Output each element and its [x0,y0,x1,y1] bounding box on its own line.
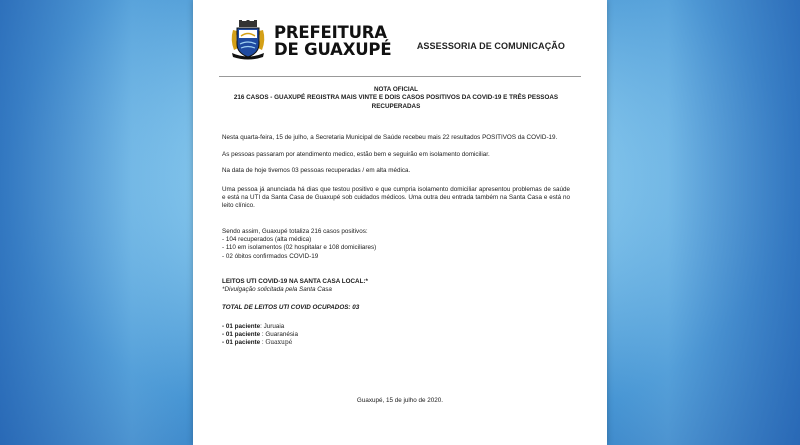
paragraph-2: As pessoas passaram por atendimento medico, estão bem e seguirão em isolamento domiciliar. [222,151,490,159]
background-glow-right [580,0,800,445]
patient-label: - 01 paciente [222,339,261,347]
leitos-note: *Divulgação solicitada pela Santa Casa [222,286,332,294]
official-note-document [193,0,607,445]
background-glow-left [0,0,220,445]
paragraph-1: Nesta quarta-feira, 15 de julho, a Secretaria Municipal de Saúde recebeu mais 22 resultados POSITIVOS da COVID-19. [222,133,558,141]
patient-separator: : [260,339,266,347]
patient-separator: : [260,322,264,330]
summary-intro: Sendo assim, Guaxupé totaliza 216 casos positivos: [222,227,368,235]
document-heading: NOTA OFICIAL [373,86,419,93]
document-body [222,86,570,348]
brand-name [274,24,391,58]
header-divider [219,76,581,77]
list-item [222,339,570,347]
brand-line-2: DE GUAXUPÉ [274,40,392,59]
date-line: Guaxupé, 15 de julho de 2020. [356,397,444,404]
summary-item-recovered: - 104 recuperados (alta médica) [222,235,312,243]
patient-label: - 01 paciente [222,331,261,339]
paragraph-4: Uma pessoa já anunciada há dias que testou positivo e que cumpria isolamento domiciliar apresentou problemas de saúde e está na UTI da Santa Casa de Guaxupé sob cuidados médicos. Uma outra deu entrada também na Santa Casa e está no leito clínico. [222,185,570,210]
letterhead [193,0,607,80]
paragraph-3: Na data de hoje tivemos 03 pessoas recuperadas / em alta médica. [222,167,411,175]
document-subtitle: 216 CASOS - GUAXUPÉ REGISTRA MAIS VINTE E DOIS CASOS POSITIVOS DA COVID-19 E TRÊS PESSOAS RECUPERADAS [233,94,559,110]
patient-city: Juruaia [263,322,285,330]
patient-city: Guaranésia [265,331,298,339]
patient-label: - 01 paciente [222,322,261,330]
summary-item-isolation: - 110 em isolamentos (02 hospitalar e 108 domiciliares) [222,244,377,252]
patient-city: Guaxupé [265,339,293,347]
list-item [222,331,570,339]
coat-of-arms-icon [230,20,266,60]
list-item [222,323,570,331]
total-leitos: TOTAL DE LEITOS UTI COVID OCUPADOS: 03 [222,304,360,312]
brand-line-1: PREFEITURA [274,23,387,42]
patients-list [222,323,570,348]
leitos-heading: LEITOS UTI COVID-19 NA SANTA CASA LOCAL:* [222,277,368,285]
patient-separator: : [260,331,266,339]
summary-item-deaths: - 02 óbitos confirmados COVID-19 [222,252,319,260]
department-label: ASSESSORIA DE COMUNICAÇÃO [416,41,565,51]
